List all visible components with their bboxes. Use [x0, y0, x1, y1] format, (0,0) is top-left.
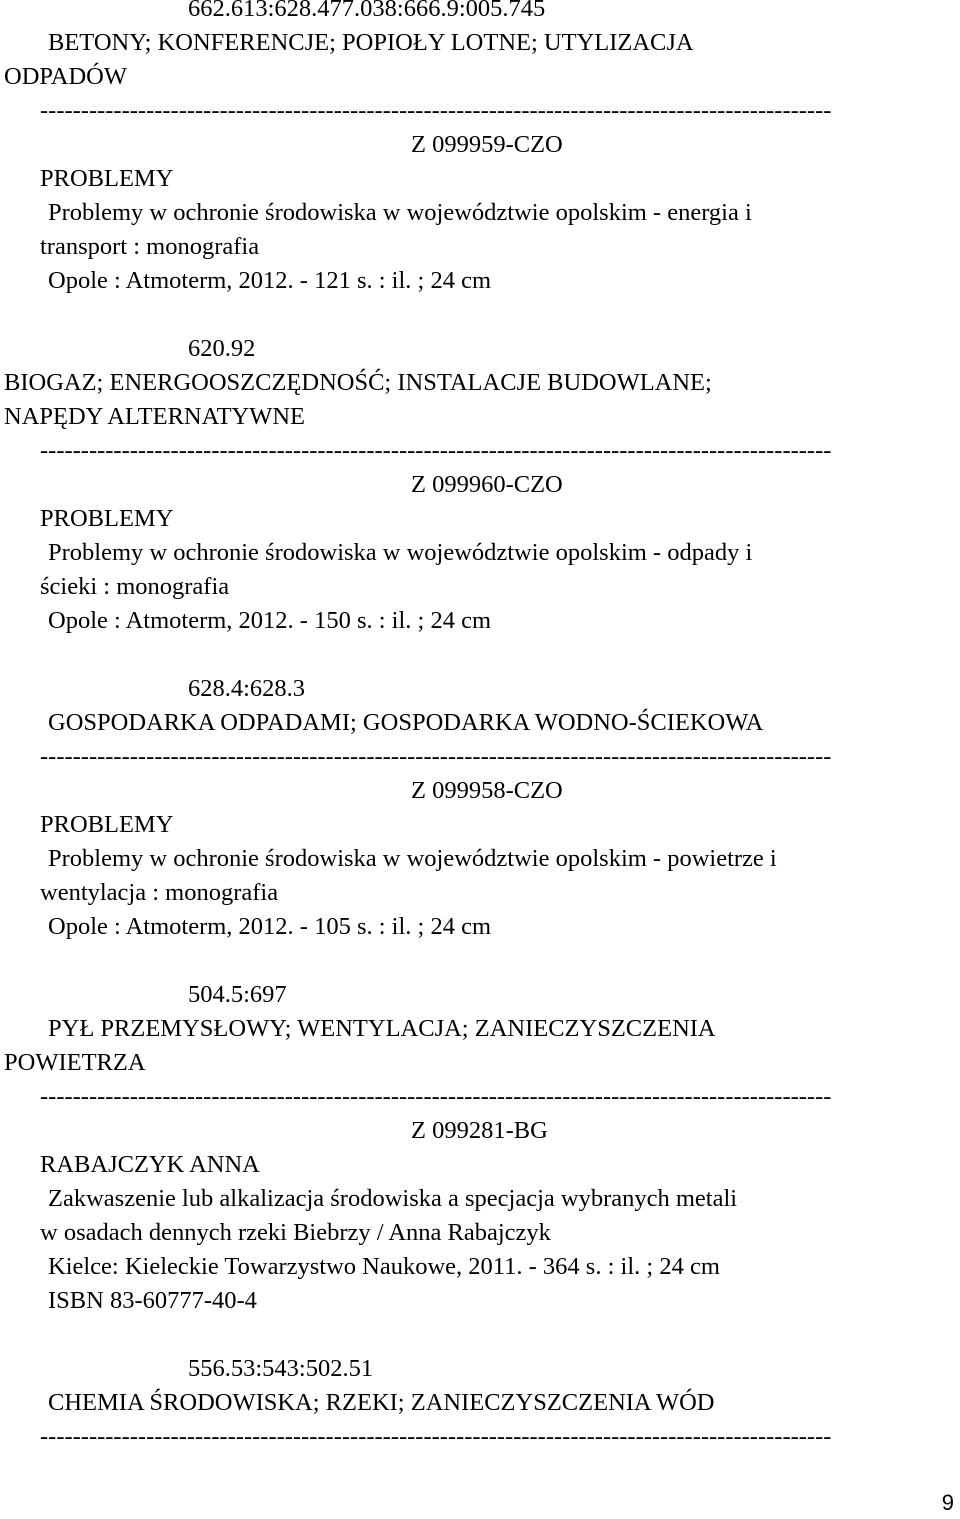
author-heading: PROBLEMY [40, 505, 174, 532]
imprint: Kielce: Kieleckie Towarzystwo Naukowe, 2011. - 364 s. : il. ; 24 cm [48, 1253, 720, 1280]
separator-line: ------------------------------------------------------------------------------------------------- [40, 97, 832, 124]
subject-headings-continued: POWIETRZA [4, 1049, 146, 1076]
call-number: Z 099958-CZO [411, 777, 563, 804]
title-continued: w osadach dennych rzeki Biebrzy / Anna Rabajczyk [40, 1219, 551, 1246]
title-continued: ścieki : monografia [40, 573, 230, 600]
author-heading: PROBLEMY [40, 165, 174, 192]
title: Problemy w ochronie środowiska w województwie opolskim - odpady i [48, 539, 753, 566]
udc-classification: 556.53:543:502.51 [188, 1355, 374, 1382]
title: Zakwaszenie lub alkalizacja środowiska a specjacja wybranych metali [48, 1185, 738, 1212]
udc-classification: 662.613:628.477.038:666.9:005.745 [188, 0, 546, 22]
title-continued: wentylacja : monografia [40, 879, 279, 906]
separator-line: ------------------------------------------------------------------------------------------------- [40, 437, 832, 464]
author-heading: PROBLEMY [40, 811, 174, 838]
isbn: ISBN 83-60777-40-4 [48, 1287, 257, 1314]
subject-headings: GOSPODARKA ODPADAMI; GOSPODARKA WODNO-ŚCIEKOWA [48, 709, 764, 736]
subject-headings-continued: ODPADÓW [4, 63, 127, 90]
call-number: Z 099281-BG [411, 1117, 548, 1144]
imprint: Opole : Atmoterm, 2012. - 105 s. : il. ; 24 cm [48, 913, 492, 940]
title: Problemy w ochronie środowiska w województwie opolskim - energia i [48, 199, 752, 226]
call-number: Z 099959-CZO [411, 131, 563, 158]
separator-line: ------------------------------------------------------------------------------------------------- [40, 1423, 832, 1450]
title-continued: transport : monografia [40, 233, 260, 260]
title: Problemy w ochronie środowiska w województwie opolskim - powietrze i [48, 845, 777, 872]
page-number: 9 [941, 1490, 954, 1515]
udc-classification: 620.92 [188, 335, 256, 362]
call-number: Z 099960-CZO [411, 471, 563, 498]
subject-headings: BIOGAZ; ENERGOOSZCZĘDNOŚĆ; INSTALACJE BUDOWLANE; [4, 369, 712, 396]
subject-headings: BETONY; KONFERENCJE; POPIOŁY LOTNE; UTYLIZACJA [48, 29, 694, 56]
subject-headings: CHEMIA ŚRODOWISKA; RZEKI; ZANIECZYSZCZENIA WÓD [48, 1389, 715, 1416]
imprint: Opole : Atmoterm, 2012. - 150 s. : il. ; 24 cm [48, 607, 492, 634]
udc-classification: 628.4:628.3 [188, 675, 306, 702]
subject-headings-continued: NAPĘDY ALTERNATYWNE [4, 403, 306, 430]
author-heading: RABAJCZYK ANNA [40, 1151, 260, 1178]
separator-line: ------------------------------------------------------------------------------------------------- [40, 743, 832, 770]
imprint: Opole : Atmoterm, 2012. - 121 s. : il. ; 24 cm [48, 267, 492, 294]
separator-line: ------------------------------------------------------------------------------------------------- [40, 1083, 832, 1110]
subject-headings: PYŁ PRZEMYSŁOWY; WENTYLACJA; ZANIECZYSZCZENIA [48, 1015, 716, 1042]
udc-classification: 504.5:697 [188, 981, 287, 1008]
